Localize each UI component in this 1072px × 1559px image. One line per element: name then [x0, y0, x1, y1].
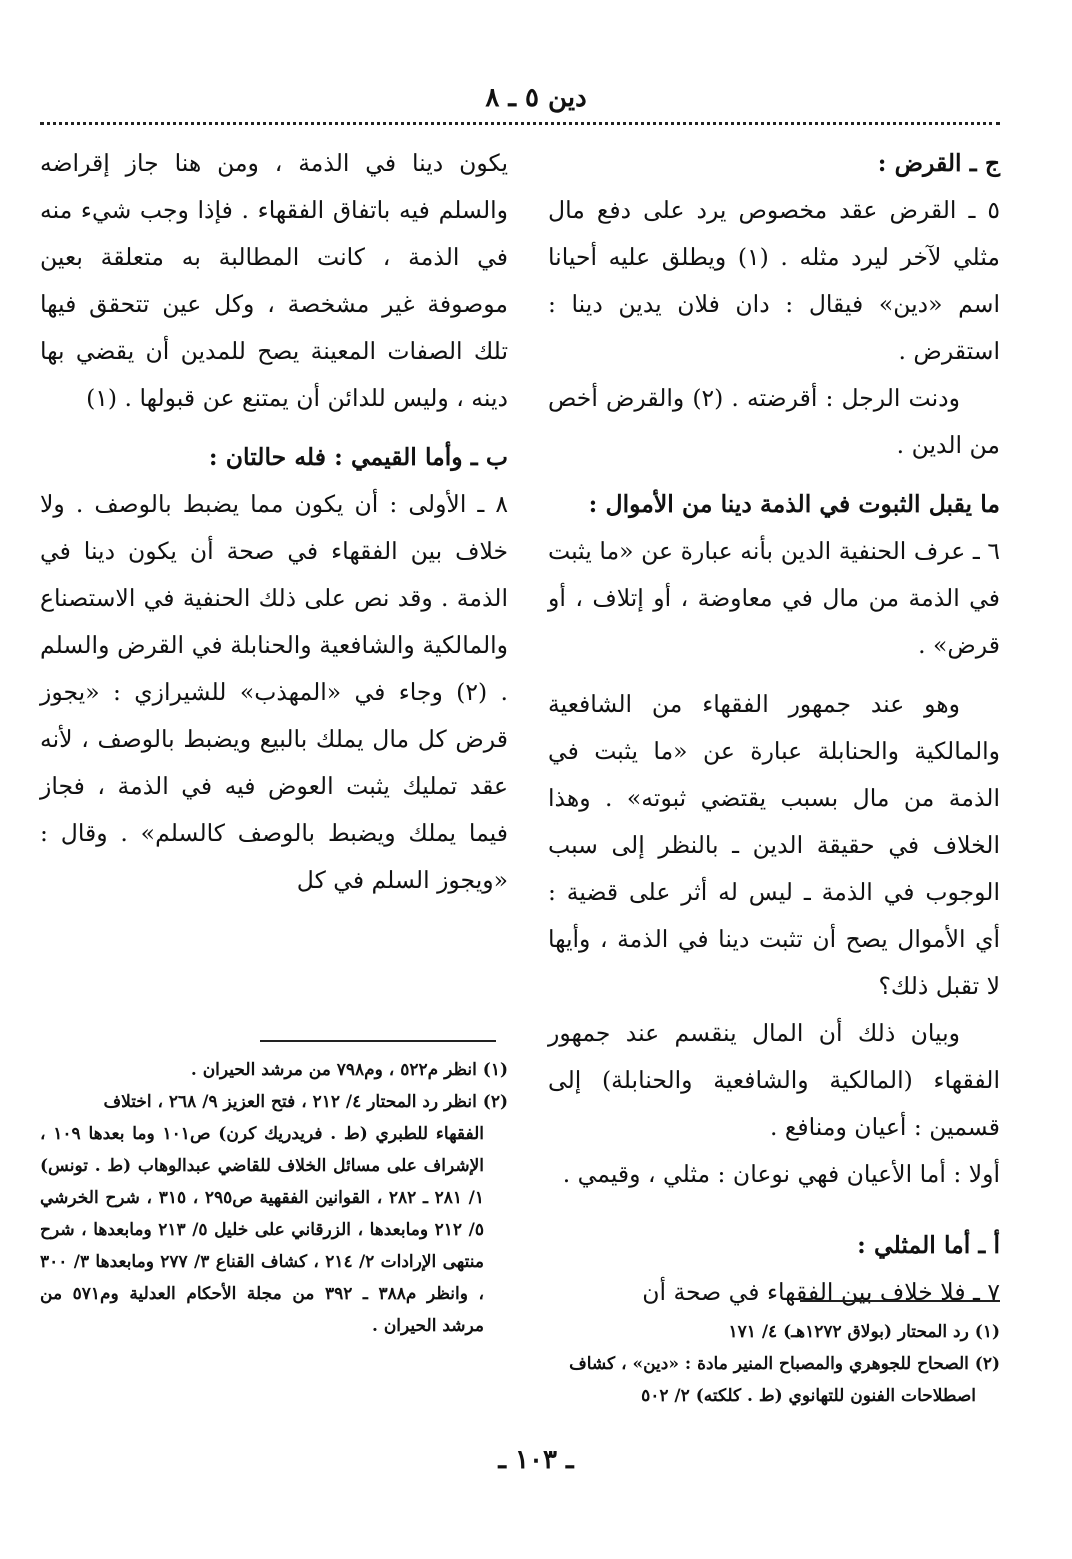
- footnote-left-1: (١) انظر م٥٢٢ ، وم٧٩٨ من مرشد الحيران .: [190, 1060, 508, 1080]
- paragraph-first-assets: أولا : أما الأعيان فهي نوعان : مثلي ، وقيمي .: [562, 1160, 1000, 1188]
- page-header: دين ٥ ـ ٨: [485, 83, 587, 113]
- paragraph-7: ٧ ـ فلا خلاف بين الفقهاء في صحة أن: [642, 1278, 1000, 1306]
- footnote-right-1: (١) رد المحتار (بولاق ١٢٧٢هـ) ٤/ ١٧١: [728, 1322, 1000, 1342]
- paragraph-6-continued: وهو عند جمهور الفقهاء من الشافعية والمالكية والحنابلة عبارة عن «ما يثبت في الذمة من مال بسبب يقتضي ثبوته» . وهذا الخلاف في حقيقة الدين ـ بالنظر إلى سبب الوجوب في الذمة ـ ليس له أثر على قضية : أي الأموال يصح أن تثبت دينا في الذمة ، وأيها لا تقبل ذلك؟: [548, 690, 1000, 1000]
- footnote-right-2: (٢) الصحاح للجوهري والمصباح المنير مادة : «دين» ، كشاف: [569, 1354, 1000, 1374]
- section-heading-assets: ما يقبل الثبوت في الذمة دينا من الأموال :: [588, 490, 1000, 518]
- footnote-rule-left: [260, 1040, 496, 1042]
- header-dotted-rule: [40, 122, 1000, 125]
- footnotes-right: [548, 1316, 1000, 1412]
- footnotes-left: [40, 1054, 508, 1342]
- footnote-right-2-continued: اصطلاحات الفنون للتهانوي (ط . كلكته) ٢/ ٥٠٢: [641, 1386, 976, 1406]
- right-column: [548, 140, 1000, 1316]
- paragraph-6: ٦ ـ عرف الحنفية الدين بأنه عبارة عن «ما يثبت في الذمة من مال في معاوضة ، أو إتلاف ، أو قرض» .: [548, 537, 1000, 659]
- footnote-left-2: (٢) انظر رد المحتار ٤/ ٢١٢ ، فتح العزيز ٩/ ٢٦٨ ، اختلاف: [103, 1092, 508, 1112]
- section-heading-qard: ج ـ القرض :: [877, 149, 1000, 177]
- section-heading-mithli: أ ـ أما المثلي :: [857, 1231, 1000, 1259]
- paragraph-7-continued: يكون دينا في الذمة ، ومن هنا جاز إقراضه والسلم فيه باتفاق الفقهاء . فإذا وجب شيء منه في الذمة ، كانت المطالبة به متعلقة بعين موصوفة غير مشخصة ، وكل عين تتحقق فيها تلك الصفات المعينة يصح للمدين أن يقضي بها دينه ، وليس للدائن أن يمتنع عن قبولها . (١): [40, 149, 508, 412]
- paragraph-5: ٥ ـ القرض عقد مخصوص يرد على دفع مال مثلي لآخر ليرد مثله . (١) ويطلق عليه أحيانا اسم «دين» فيقال : دان فلان يدين دينا : استقرض .: [548, 196, 1000, 365]
- paragraph-5-continued: ودنت الرجل : أقرضته . (٢) والقرض أخص من الدين .: [548, 384, 1000, 459]
- footnote-left-2-continued: الفقهاء للطبري (ط . فريدريك كرن) ص١٠١ وما بعدها ١٠٩ ، الإشراف على مسائل الخلاف للقاضي عبدالوهاب (ط . تونس) ١/ ٢٨١ ـ ٢٨٢ ، القوانين الفقهية ص٢٩٥ ، ٣١٥ ، شرح الخرشي ٥/ ٢١٢ ومابعدها ، الزرقاني على خليل ٥/ ٢١٣ ومابعدها ، شرح منتهى الإرادات ٢/ ٢١٤ ، كشاف القناع ٣/ ٢٧٧ ومابعدها ٣/ ٣٠٠ ، وانظر م٣٨٨ ـ ٣٩٢ من مجلة الأحكام العدلية وم٥٧١ من مرشد الحيران .: [40, 1124, 485, 1336]
- section-heading-qimi: ب ـ وأما القيمي : فله حالتان :: [208, 443, 508, 471]
- paragraph-6-division: وبيان ذلك أن المال ينقسم عند جمهور الفقهاء (المالكية والشافعية والحنابلة) إلى قسمين : أعيان ومنافع .: [548, 1019, 1000, 1141]
- footnote-rule-right: [800, 1300, 1000, 1302]
- paragraph-8: ٨ ـ الأولى : أن يكون مما يضبط بالوصف . ولا خلاف بين الفقهاء في صحة أن يكون دينا في الذمة . وقد نص على ذلك الحنفية في الاستصناع والمالكية والشافعية والحنابلة في القرض والسلم . (٢) وجاء في «المهذب» للشيرازي : «يجوز قرض كل مال يملك بالبيع ويضبط بالوصف ، لأنه عقد تمليك يثبت العوض فيه في الذمة ، فجاز فيما يملك ويضبط بالوصف كالسلم» . وقال : «ويجوز السلم في كل: [40, 490, 508, 894]
- left-column: [40, 140, 508, 904]
- page-number: ـ ١٠٣ ـ: [498, 1445, 574, 1475]
